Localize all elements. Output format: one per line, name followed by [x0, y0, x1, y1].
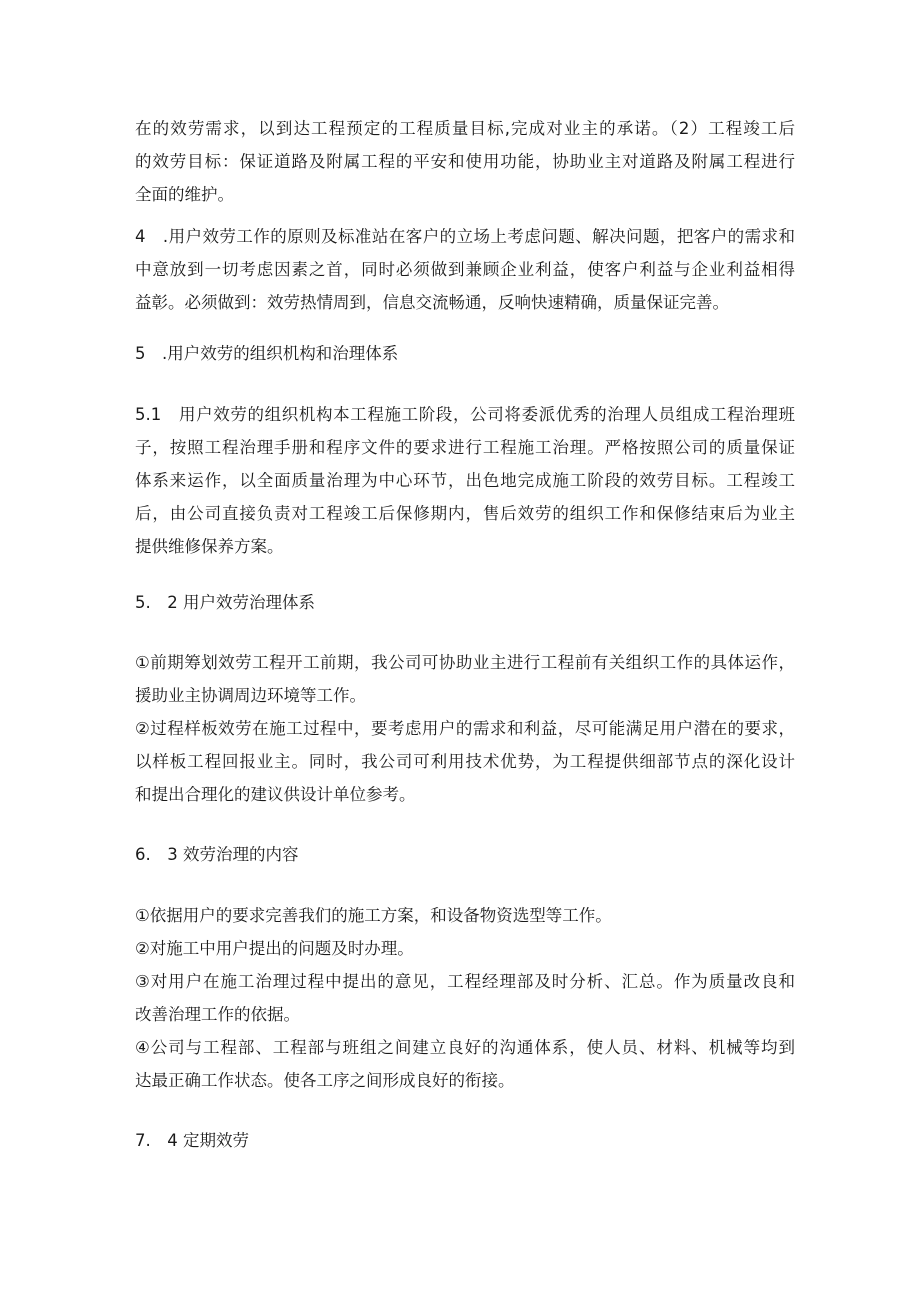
text-line: 援助业主协调周边环境等工作。 [135, 686, 366, 705]
text-line: 体系来运作，以全面质量治理为中心环节，出色地完成施工阶段的效劳目标。工程竣工 [135, 471, 795, 490]
text-line: 改善治理工作的依据。 [135, 1005, 300, 1024]
text-line: 4 .用户效劳工作的原则及标准站在客户的立场上考虑问题、解决问题，把客户的需求和 [135, 227, 795, 246]
text-line: ②过程样板效劳在施工过程中，要考虑用户的需求和利益，尽可能满足用户潜在的要求， [135, 719, 795, 738]
section-heading-6 [135, 838, 795, 871]
paragraph-service-goals [135, 112, 795, 211]
text-line: ④公司与工程部、工程部与班组之间建立良好的沟通体系，使人员、材料、机械等均到 [135, 1038, 795, 1057]
paragraph-5-2 [135, 646, 795, 811]
text-line: 提供维修保养方案。 [135, 537, 284, 556]
text-line: ①前期筹划效劳工程开工前期，我公司可协助业主进行工程前有关组织工作的具体运作， [135, 653, 795, 672]
text-line: 的效劳目标：保证道路及附属工程的平安和使用功能，协助业主对道路及附属工程进行 [135, 152, 795, 171]
heading-text: 5 .用户效劳的组织机构和治理体系 [135, 344, 399, 363]
section-heading-5 [135, 337, 795, 370]
paragraph-6 [135, 899, 795, 1097]
text-line: 5.1 用户效劳的组织机构本工程施工阶段，公司将委派优秀的治理人员组成工程治理班 [135, 405, 795, 424]
heading-text: 6. 3 效劳治理的内容 [135, 845, 299, 864]
heading-text: 7. 4 定期效劳 [135, 1131, 249, 1150]
text-line: ③对用户在施工治理过程中提出的意见，工程经理部及时分析、汇总。作为质量改良和 [135, 972, 795, 991]
text-line: 和提出合理化的建议供设计单位参考。 [135, 785, 416, 804]
text-line: ②对施工中用户提出的问题及时办理。 [135, 939, 414, 958]
section-heading-5-2 [135, 586, 795, 619]
text-line: 后，由公司直接负责对工程竣工后保修期内，售后效劳的组织工作和保修结束后为业主 [135, 504, 795, 523]
text-line: 子，按照工程治理手册和程序文件的要求进行工程施工治理。严格按照公司的质量保证 [135, 438, 795, 457]
paragraph-principles [135, 220, 795, 319]
text-line: 在的效劳需求，以到达工程预定的工程质量目标,完成对业主的承诺。（2）工程竣工后 [135, 119, 795, 138]
paragraph-5-1 [135, 398, 795, 563]
text-line: 中意放到一切考虑因素之首，同时必须做到兼顾企业利益，使客户利益与企业利益相得 [135, 260, 795, 279]
text-line: 益彰。必须做到：效劳热情周到，信息交流畅通，反响快速精确，质量保证完善。 [135, 293, 729, 312]
text-line: 以样板工程回报业主。同时，我公司可利用技术优势，为工程提供细部节点的深化设计 [135, 752, 795, 771]
text-line: 达最正确工作状态。使各工序之间形成良好的衔接。 [135, 1071, 515, 1090]
heading-text: 5. 2 用户效劳治理体系 [135, 593, 315, 612]
text-line: 全面的维护。 [135, 185, 234, 204]
text-line: ①依据用户的要求完善我们的施工方案，和设备物资选型等工作。 [135, 906, 612, 925]
section-heading-7 [135, 1124, 795, 1157]
